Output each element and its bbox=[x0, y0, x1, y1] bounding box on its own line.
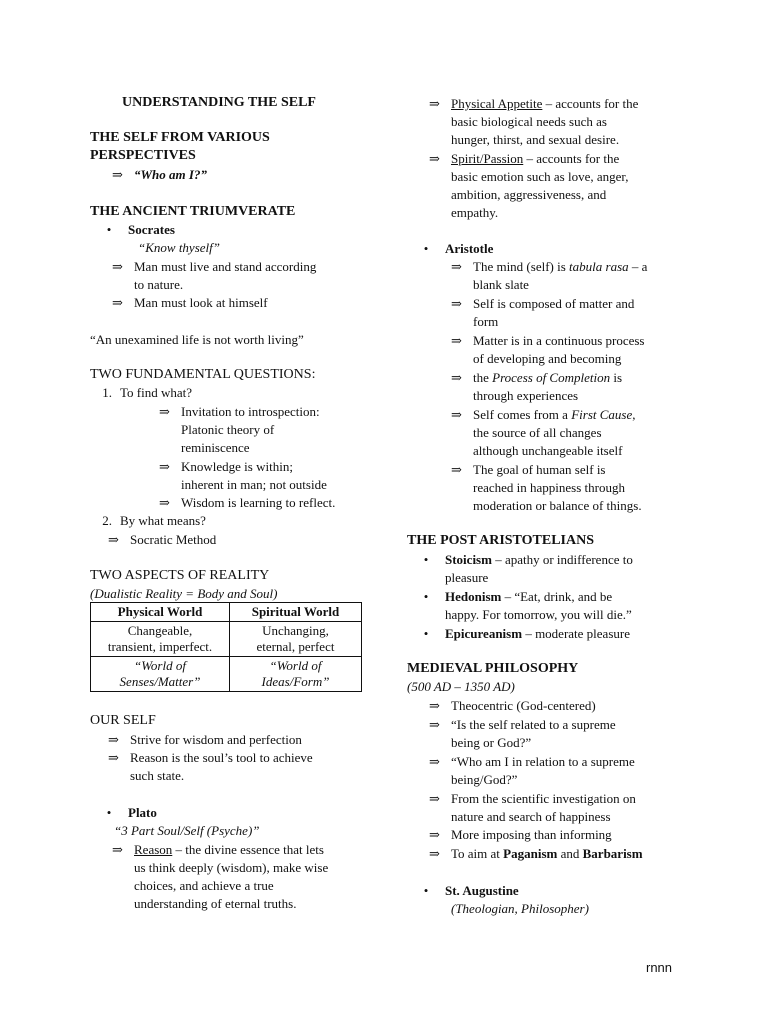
q1b-1: Knowledge is within; bbox=[181, 459, 293, 474]
cell-line: “World of bbox=[269, 658, 322, 673]
medieval-point-3 bbox=[429, 753, 704, 789]
pa-1: – accounts for the bbox=[542, 96, 639, 111]
m6-c: and bbox=[557, 846, 583, 861]
aristotle-point-6 bbox=[451, 461, 701, 515]
q1-point-c bbox=[159, 494, 374, 512]
two-aspects-heading: TWO ASPECTS OF REALITY bbox=[90, 568, 270, 583]
know-thyself: “Know thyself” bbox=[138, 240, 220, 255]
unexamined-life-quote: “An unexamined life is not worth living” bbox=[90, 332, 304, 347]
reason-3: choices, and achieve a true bbox=[134, 878, 274, 893]
q1-number: 1. bbox=[102, 385, 112, 400]
our-self-point-1 bbox=[108, 731, 373, 749]
reality-table bbox=[90, 602, 362, 692]
bullet-icon: • bbox=[423, 552, 429, 567]
sp-2: basic emotion such as love, anger, bbox=[451, 169, 629, 184]
aristotle-label: Aristotle bbox=[445, 241, 494, 256]
table-cell bbox=[91, 622, 230, 657]
ar5-a: Self comes from a bbox=[473, 407, 572, 422]
arrow-icon: ⇒ bbox=[429, 96, 440, 111]
ar1-c: blank slate bbox=[473, 277, 529, 292]
os-2a: Reason is the soul’s tool to achieve bbox=[130, 750, 313, 765]
socrates-label: Socrates bbox=[128, 222, 175, 237]
arrow-icon: ⇒ bbox=[112, 259, 123, 274]
epicureanism-label: Epicureanism bbox=[445, 626, 523, 641]
augustine-item bbox=[407, 882, 519, 900]
stoicism-2: pleasure bbox=[445, 570, 489, 585]
ar5-b: , bbox=[632, 407, 636, 422]
reason-2: us think deeply (wisdom), make wise bbox=[134, 860, 329, 875]
os-1: Strive for wisdom and perfection bbox=[130, 732, 302, 747]
arrow-icon: ⇒ bbox=[112, 842, 123, 857]
m2-b: being or God?” bbox=[451, 735, 532, 750]
m1: Theocentric (God-centered) bbox=[451, 698, 596, 713]
ar4-c: through experiences bbox=[473, 388, 579, 403]
arrow-icon: ⇒ bbox=[429, 151, 440, 166]
cell-line: Senses/Matter” bbox=[119, 674, 201, 689]
m4-b: nature and search of happiness bbox=[451, 809, 611, 824]
ar6-b: reached in happiness through bbox=[473, 480, 625, 495]
spirit-passion-item bbox=[429, 150, 699, 222]
plato-label: Plato bbox=[128, 805, 157, 820]
ar4-a: the bbox=[473, 370, 493, 385]
soc-2: Man must look at himself bbox=[134, 295, 268, 310]
ar1-a: The mind (self) is bbox=[473, 259, 570, 274]
hedonism-label: Hedonism bbox=[445, 589, 502, 604]
q1a-1: Invitation to introspection: bbox=[181, 404, 320, 419]
table-row bbox=[91, 622, 362, 657]
ar5-d: although unchangeable itself bbox=[473, 443, 623, 458]
arrow-icon: ⇒ bbox=[159, 495, 170, 510]
medieval-point-2 bbox=[429, 716, 704, 752]
augustine-role: (Theologian, Philosopher) bbox=[451, 901, 589, 916]
reason-4: understanding of eternal truths. bbox=[134, 896, 297, 911]
ar3-b: of developing and becoming bbox=[473, 351, 622, 366]
cell-line: Changeable, bbox=[127, 623, 193, 638]
physical-appetite-label: Physical Appetite bbox=[451, 96, 543, 111]
socrates-point-1 bbox=[112, 258, 372, 294]
arrow-icon: ⇒ bbox=[451, 333, 462, 348]
socrates-item bbox=[90, 221, 175, 239]
socratic-method: Socratic Method bbox=[130, 532, 217, 547]
cell-line: Unchanging, bbox=[262, 623, 329, 638]
arrow-icon: ⇒ bbox=[451, 259, 462, 274]
m6-paganism: Paganism bbox=[503, 846, 558, 861]
perspectives-heading-line1: THE SELF FROM VARIOUS bbox=[90, 130, 270, 145]
physical-appetite-item bbox=[429, 95, 699, 149]
question-1 bbox=[90, 384, 192, 402]
q2-number: 2. bbox=[102, 513, 112, 528]
arrow-icon: ⇒ bbox=[429, 754, 440, 769]
table-header-row bbox=[91, 603, 362, 622]
question-2 bbox=[90, 512, 206, 530]
hedonism-item bbox=[407, 588, 702, 624]
augustine-label: St. Augustine bbox=[445, 883, 519, 898]
m6-a: To aim at bbox=[451, 846, 504, 861]
aristotle-point-5 bbox=[451, 406, 701, 460]
arrow-icon: ⇒ bbox=[159, 404, 170, 419]
table-header-spiritual: Spiritual World bbox=[230, 603, 362, 622]
bullet-icon: • bbox=[106, 222, 112, 237]
socrates-point-2 bbox=[112, 294, 372, 312]
m4-a: From the scientific investigation on bbox=[451, 791, 636, 806]
medieval-point-5 bbox=[429, 826, 704, 844]
arrow-icon: ⇒ bbox=[451, 407, 462, 422]
ar5-italic: First Cause bbox=[571, 407, 633, 422]
m6-barbarism: Barbarism bbox=[582, 846, 643, 861]
bullet-icon: • bbox=[423, 883, 429, 898]
q1-text: To find what? bbox=[120, 385, 193, 400]
table-cell bbox=[230, 657, 362, 692]
table-header-physical: Physical World bbox=[91, 603, 230, 622]
pa-2: basic biological needs such as bbox=[451, 114, 607, 129]
bullet-icon: • bbox=[423, 241, 429, 256]
sp-1: – accounts for the bbox=[523, 151, 620, 166]
reason-item bbox=[112, 841, 382, 913]
cell-line: transient, imperfect. bbox=[107, 639, 213, 654]
soc-1b: to nature. bbox=[134, 277, 184, 292]
medieval-dates: (500 AD – 1350 AD) bbox=[407, 679, 515, 694]
page-footer: rnnn bbox=[646, 960, 673, 975]
reason-1: – the divine essence that lets bbox=[172, 842, 324, 857]
who-am-i-item bbox=[112, 166, 372, 184]
ar5-c: the source of all changes bbox=[473, 425, 602, 440]
ar6-c: moderation or balance of things. bbox=[473, 498, 642, 513]
triumverate-heading: THE ANCIENT TRIUMVERATE bbox=[90, 204, 296, 219]
reason-label: Reason bbox=[134, 842, 173, 857]
q1b-2: inherent in man; not outside bbox=[181, 477, 327, 492]
bullet-icon: • bbox=[423, 589, 429, 604]
pa-3: hunger, thirst, and sexual desire. bbox=[451, 132, 620, 147]
aristotle-point-2 bbox=[451, 295, 701, 331]
medieval-point-6 bbox=[429, 845, 704, 863]
q1-point-a bbox=[159, 403, 369, 457]
sp-4: empathy. bbox=[451, 205, 499, 220]
q1-point-b bbox=[159, 458, 374, 494]
perspectives-heading-line2: PERSPECTIVES bbox=[90, 148, 196, 163]
bullet-icon: • bbox=[106, 805, 112, 820]
aristotle-item bbox=[407, 240, 493, 258]
arrow-icon: ⇒ bbox=[159, 459, 170, 474]
arrow-icon: ⇒ bbox=[108, 732, 119, 747]
table-cell bbox=[91, 657, 230, 692]
socratic-method-item bbox=[108, 531, 368, 549]
m3-b: being/God?” bbox=[451, 772, 518, 787]
document-title: UNDERSTANDING THE SELF bbox=[122, 95, 316, 110]
q1a-2: Platonic theory of bbox=[181, 422, 275, 437]
arrow-icon: ⇒ bbox=[451, 370, 462, 385]
arrow-icon: ⇒ bbox=[451, 462, 462, 477]
cell-line: “World of bbox=[134, 658, 186, 673]
soc-1a: Man must live and stand according bbox=[134, 259, 317, 274]
reality-table-wrap bbox=[90, 602, 362, 692]
plato-item bbox=[90, 804, 157, 822]
m2-a: “Is the self related to a supreme bbox=[451, 717, 616, 732]
ar4-b: is bbox=[610, 370, 623, 385]
ar2-a: Self is composed of matter and bbox=[473, 296, 635, 311]
medieval-point-1 bbox=[429, 697, 704, 715]
ar6-a: The goal of human self is bbox=[473, 462, 606, 477]
stoicism-label: Stoicism bbox=[445, 552, 492, 567]
ar2-b: form bbox=[473, 314, 499, 329]
m5: More imposing than informing bbox=[451, 827, 612, 842]
hedonism-2: happy. For tomorrow, you will die.” bbox=[445, 607, 632, 622]
arrow-icon: ⇒ bbox=[429, 846, 440, 861]
ar4-italic: Process of Completion bbox=[492, 370, 611, 385]
stoicism-1: – apathy or indifference to bbox=[491, 552, 633, 567]
cell-line: Ideas/Form” bbox=[261, 674, 330, 689]
arrow-icon: ⇒ bbox=[429, 791, 440, 806]
spirit-passion-label: Spirit/Passion bbox=[451, 151, 524, 166]
m3-a: “Who am I in relation to a supreme bbox=[451, 754, 635, 769]
aristotle-point-3 bbox=[451, 332, 701, 368]
ar1-b: – a bbox=[628, 259, 648, 274]
epicureanism-item bbox=[407, 625, 702, 643]
arrow-icon: ⇒ bbox=[108, 750, 119, 765]
q2-text: By what means? bbox=[120, 513, 206, 528]
arrow-icon: ⇒ bbox=[429, 827, 440, 842]
two-questions-heading: TWO FUNDAMENTAL QUESTIONS: bbox=[90, 367, 316, 382]
bullet-icon: • bbox=[423, 626, 429, 641]
post-aristotelians-heading: THE POST ARISTOTELIANS bbox=[407, 533, 595, 548]
our-self-heading: OUR SELF bbox=[90, 713, 156, 728]
hedonism-1: – “Eat, drink, and be bbox=[501, 589, 613, 604]
aristotle-point-4 bbox=[451, 369, 701, 405]
arrow-icon: ⇒ bbox=[429, 717, 440, 732]
aristotle-point-1 bbox=[451, 258, 701, 294]
arrow-icon: ⇒ bbox=[112, 167, 123, 182]
table-row bbox=[91, 657, 362, 692]
sp-3: ambition, aggressiveness, and bbox=[451, 187, 607, 202]
ar1-italic: tabula rasa bbox=[569, 259, 629, 274]
ar3-a: Matter is in a continuous process bbox=[473, 333, 645, 348]
arrow-icon: ⇒ bbox=[451, 296, 462, 311]
medieval-heading: MEDIEVAL PHILOSOPHY bbox=[407, 661, 579, 676]
cell-line: eternal, perfect bbox=[256, 639, 335, 654]
arrow-icon: ⇒ bbox=[429, 698, 440, 713]
q1c: Wisdom is learning to reflect. bbox=[181, 495, 336, 510]
who-am-i-text: “Who am I?” bbox=[134, 167, 207, 182]
epicureanism-1: – moderate pleasure bbox=[522, 626, 630, 641]
table-cell bbox=[230, 622, 362, 657]
our-self-point-2 bbox=[108, 749, 373, 785]
arrow-icon: ⇒ bbox=[112, 295, 123, 310]
dualistic-reality: (Dualistic Reality = Body and Soul) bbox=[90, 586, 278, 601]
three-part-soul: “3 Part Soul/Self (Psyche)” bbox=[114, 823, 260, 838]
stoicism-item bbox=[407, 551, 697, 587]
arrow-icon: ⇒ bbox=[108, 532, 119, 547]
os-2b: such state. bbox=[130, 768, 185, 783]
medieval-point-4 bbox=[429, 790, 704, 826]
q1a-3: reminiscence bbox=[181, 440, 250, 455]
